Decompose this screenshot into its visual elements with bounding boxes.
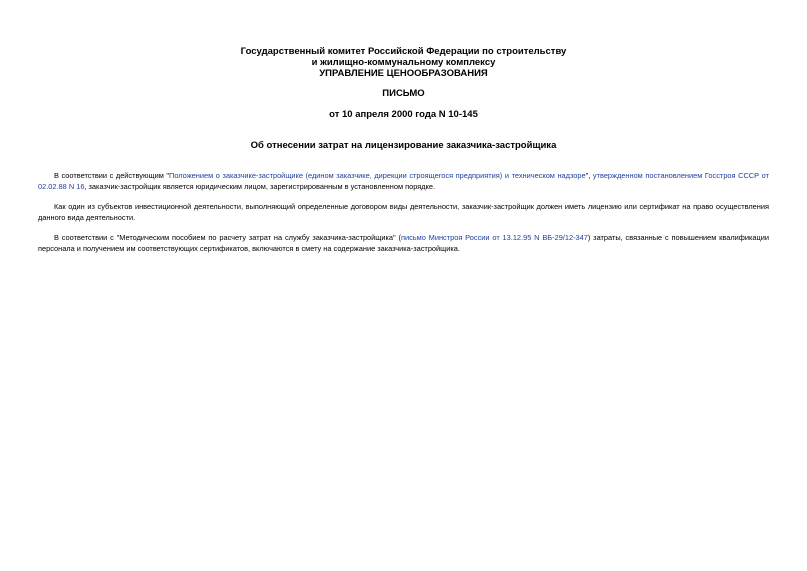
issuer-department: УПРАВЛЕНИЕ ЦЕНООБРАЗОВАНИЯ [319, 68, 488, 79]
document-subject: Об отнесении затрат на лицензирование заказчика-застройщика [250, 140, 557, 151]
decree-link[interactable]: утвержденном постановлением Госстроя СССР от 02.02.88 N 16 [38, 171, 769, 191]
issuer-line-2: и жилищно-коммунальному комплексу [311, 57, 496, 68]
paragraph-1 [38, 171, 769, 192]
paragraph-1-text-after: , заказчик-застройщик является юридическим лицом, зарегистрированным в установленном порядке. [84, 181, 436, 191]
paragraph-2: Как один из субъектов инвестиционной деятельности, выполняющий определенные договором виды деятельности, заказчик-застройщик должен иметь лицензию или сертификат на право осуществления данного вида деятельности. [38, 202, 769, 222]
paragraph-1-text-before: В соответствии с действующим " [54, 171, 170, 180]
issuer-line-1: Государственный комитет Российской Федерации по строительству [240, 46, 567, 57]
paragraph-3 [38, 233, 769, 254]
issuer-header [0, 46, 807, 79]
paragraph-3-text-after: ) затраты, связанные с повышением квалификации персонала и получением им соответствующих сертификатов, включаются в смету на содержание заказчика-застройщика. [38, 233, 770, 253]
ministry-letter-link[interactable]: письмо Минстроя России от 13.12.95 N ВБ-29/12-347 [400, 233, 588, 242]
paragraph-1-text-middle: ", [585, 171, 593, 180]
regulation-link[interactable]: Положением о заказчике-застройщике (едином заказчике, дирекции строящегося предприятия) и техническом надзоре [169, 171, 586, 180]
document-type: ПИСЬМО [382, 88, 425, 99]
paragraph-3-text-before: В соответствии с "Методическим пособием по расчету затрат на службу заказчика-застройщика" ( [54, 233, 401, 242]
document-date-number: от 10 апреля 2000 года N 10-145 [329, 109, 478, 120]
